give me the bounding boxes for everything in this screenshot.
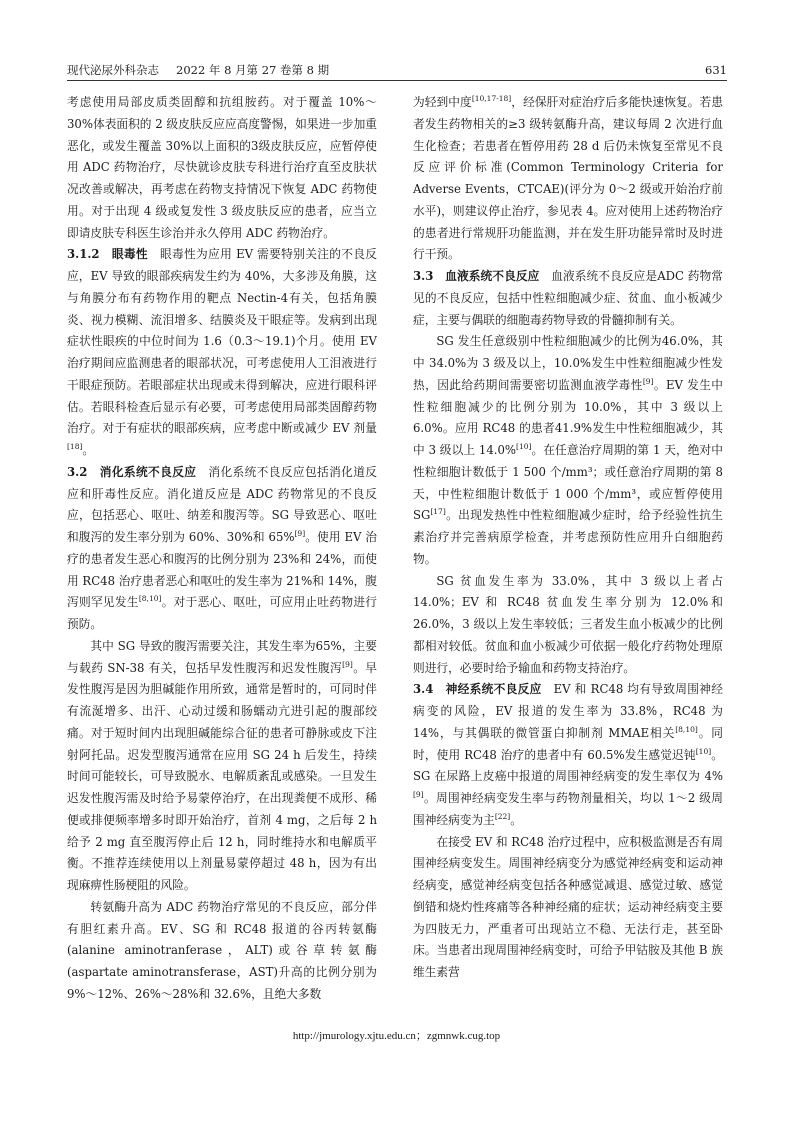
citation: [8,10]	[138, 594, 162, 604]
citation: [9]	[413, 790, 424, 800]
citation: [10]	[695, 746, 712, 756]
page-number: 631	[705, 63, 727, 77]
text: 。出现发热性中性粒细胞减少症时，给予经验性抗生素治疗并完善病原学检查，并考虑预防性应用升白细胞药物。	[413, 508, 723, 566]
paragraph-ocular-toxicity	[67, 244, 377, 462]
text: 血液系统不良反应是ADC 药物常见的不良反应，包括中性粒细胞减少症、贫血、血小板减少症，主要与偶联的细胞毒药物导致的骨髓抑制有关。	[413, 269, 723, 327]
paragraph-digestive	[67, 462, 377, 636]
paragraph-sg-diarrhea	[67, 636, 377, 897]
text: 。	[510, 812, 522, 827]
paragraph-hematologic	[413, 266, 723, 331]
citation: [9]	[342, 659, 353, 669]
paragraph-anemia: SG 贫血发生率为 33.0%，其中 3 级以上者占14.0%；EV 和 RC48 贫血发生率分别为 12.0%和26.0%，3 级以上发生率较低；三者发生血小板减少的比例都相对较低。贫血和血小板减少可依据一般化疗药物处理原则进行，必要时给予输血和药物支持治疗。	[413, 573, 723, 675]
text: 。使用 EV 治疗的患者发生恶心和腹泻的比例分别为 23%和 24%，而使用 RC48 治疗患者恶心和呕吐的发生率为 21%和 14%，腹泻则罕见发生	[67, 530, 377, 610]
right-column	[413, 92, 723, 1027]
section-heading-3-3: 3.3 血液系统不良反应	[413, 269, 540, 283]
section-heading-3-4: 3.4 神经系统不良反应	[413, 682, 542, 697]
text: 。在任意治疗周期的第 1 天，绝对中性粒细胞计数低于 1 500 个/mm³；或任意治疗周期的第 8 天，中性粒细胞计数低于 1 000 个/mm³，或应暂停使用SG	[413, 443, 723, 523]
paragraph-neutropenia	[413, 331, 723, 570]
text: ，经保肝对症治疗后多能快速恢复。若患者发生药物相关的≥3 级转氨酶升高，建议每周 2 次进行血生化检查；若患者在暂停用药 28 d 后仍未恢复至常见不良反应评价标准(Common Terminology Criteria for Adverse Events，CTCAE)(评分为 0～2 级或开始治疗前水平)，则建议停止治疗，参见表 4。应对使用上述药物治疗的患者进行常规肝功能监测，并在发生肝功能异常时及时进行干预。	[413, 95, 723, 262]
paragraph-neuropathy-monitoring: 在接受 EV 和 RC48 治疗过程中，应积极监测是否有周围神经病变发生。周围神经病变分为感觉神经病变和运动神经病变，感觉神经病变包括各种感觉减退、感觉过敏、感觉倒错和烧灼性疼痛等各种神经痛的症状；运动神经病变主要为四肢无力，严重者可出现站立不稳、无法行走，甚至卧床。当患者出现周围神经病变时，可给予甲钴胺及其他 B 族维生素营	[413, 834, 723, 979]
issue-info: 2022 年 8 月第 27 卷第 8 期	[176, 63, 330, 77]
citation: [9]	[642, 376, 654, 386]
citation: [18]	[67, 442, 83, 452]
text: 其中 SG 导致的腹泻需要关注，其发生率为65%，主要与载药 SN-38 有关，包括早发性腹泻和迟发性腹泻	[67, 638, 377, 675]
text: 。周围神经病变发生率与药物剂量相关，均以 1～2 级周围神经病变为主	[413, 791, 723, 827]
journal-name: 现代泌尿外科杂志	[67, 63, 159, 77]
text: 。EV 发生中性粒细胞减少的比例分别为 10.0%，其中 3 级以上 6.0%。应用 RC48 的患者41.9%发生中性粒细胞减少，其中 3 级以上 14.0%	[413, 377, 723, 457]
text: EV 和 RC48 均有导致周围神经病变的风险，EV 报道的发生率为 33.8%，RC48 为 14%，与其偶联的微管蛋白抑制剂 MMAE相关	[413, 682, 723, 740]
paragraph-liver-continued	[413, 92, 723, 266]
text: 消化系统不良反应包括消化道反应和肝毒性反应。消化道反应是 ADC 药物常见的不良反应，包括恶心、呕吐、纳差和腹泻等。SG 导致恶心、呕吐和腹泻的发生率分别为 60%、30%和 65%	[67, 464, 377, 544]
section-heading-3-2: 3.2 消化系统不良反应	[67, 464, 197, 479]
text: 眼毒性为应用 EV 需要特别关注的不良反应，EV 导致的眼部疾病发生约为 40%，大多涉及角膜，这与角膜分布有药物作用的靶点 Nectin-4有关，包括角膜炎、视力模糊、流泪增多、结膜炎及干眼症等。发病到出现症状性眼疾的中位时间为 1.6（0.3～19.1)个月。使用 EV 治疗期间应监测患者的眼部状况，可考虑使用人工泪液进行干眼症预防。若眼部症状出现或未得到解决，应进行眼科评估。若眼科检查后显示有必要，可考虑使用局部类固醇药物治疗。对于有症状的眼部疾病，应考虑中断或减少 EV 剂量	[67, 247, 377, 436]
text: 。同时，使用 RC48 治疗的患者中有 60.5%发生感觉迟钝	[413, 725, 723, 762]
section-heading-3-1-2: 3.1.2 眼毒性	[67, 247, 148, 262]
paragraph-skin-reaction: 考虑使用局部皮质类固醇和抗组胺药。对于覆盖 10%～30%体表面积的 2 级皮肤反应应高度警惕，如果进一步加重恶化，或发生覆盖 30%以上面积的3级皮肤反应，应暂停使用 ADC 药物治疗，尽快就诊皮肤专科进行治疗直至皮肤状况改善或解决，再考虑在药物支持情况下恢复 ADC 药物使用。对于出现 4 级或复发性 3 级皮肤反应的患者，应当立即请皮肤专科医生诊治并永久停用 ADC 药物治疗。	[67, 95, 377, 240]
text: 。早发性腹泻是因为胆碱能作用所致，通常是暂时的，可同时伴有流涎增多、出汗、心动过缓和肠蠕动亢进引起的腹部绞痛。对于短时间内出现胆碱能综合征的患者可静脉或皮下注射阿托品。迟发型腹泻通常在应用 SG 24 h 后发生，持续时间可能较长，可导致脱水、电解质紊乱或感染。一旦发生迟发性腹泻需及时给予易蒙停治疗，在出现粪便不成形、稀便或排便频率增多时即开始治疗，首剂 4 mg，之后每 2 h给予 2 mg 直至腹泻停止后 12 h，同时维持水和电解质平衡。不推荐连续使用以上剂量易蒙停超过 48 h，因为有出现麻痹性肠梗阻的风险。	[67, 660, 377, 892]
text: 。对于恶心、呕吐，可应用止吐药物进行预防。	[67, 595, 377, 631]
citation: [8,10]	[675, 724, 698, 734]
running-header	[67, 60, 727, 81]
paragraph-transaminase: 转氨酶升高为 ADC 药物治疗常见的不良反应，部分伴有胆红素升高。EV、SG 和 RC48 报道的谷丙转氨酶(alanine aminotranferase，ALT)或谷草转氨酶(aspartate aminotransferase，AST)升高的比例分别为 9%～12%、26%～28%和 32.6%，且绝大多数	[67, 899, 377, 1001]
text: SG 发生任意级别中性粒细胞减少的比例为46.0%，其中 34.0%为 3 级及以上，10.0%发生中性粒细胞减少性发热，因此给药期间需要密切监测血液学毒性	[413, 334, 723, 392]
citation: [10,17-18]	[471, 94, 512, 104]
citation: [10]	[516, 442, 532, 452]
citation: [22]	[494, 811, 511, 821]
text: 。SG 在尿路上皮癌中报道的周围神经病变的发生率仅为 4%	[413, 747, 723, 784]
citation: [17]	[430, 507, 446, 517]
citation: [9]	[294, 529, 306, 539]
paragraph-neurologic	[413, 679, 723, 831]
left-column	[67, 92, 377, 1027]
page-footer-url: http://jmurology.xjtu.edu.cn；zgmnwk.cug.top	[292, 1030, 501, 1042]
text: 。	[82, 443, 95, 457]
text: 为轻到中度	[413, 95, 472, 109]
